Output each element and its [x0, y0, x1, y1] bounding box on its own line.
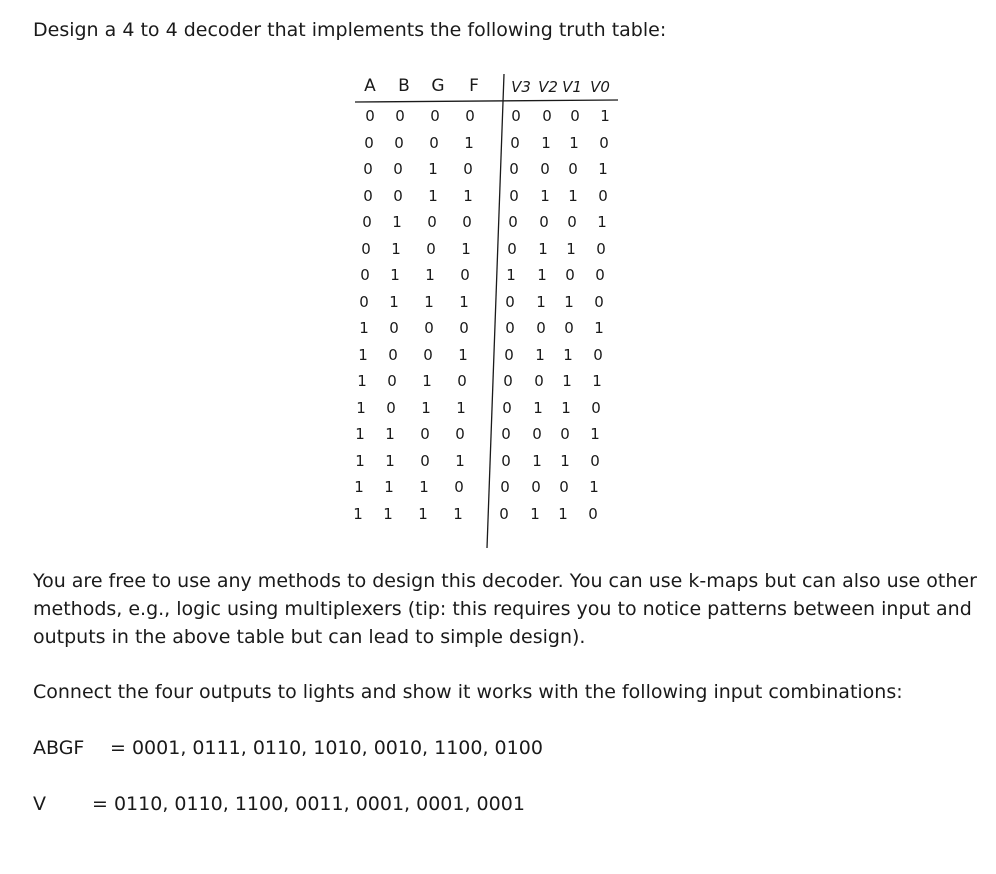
output-header-v0: V0: [590, 78, 610, 96]
output-cell: 0: [590, 451, 600, 470]
output-cell: 0: [539, 213, 549, 231]
input-cell: 0: [465, 107, 475, 125]
output-cell: 1: [568, 186, 578, 205]
input-cell: 0: [389, 319, 399, 337]
output-cell: 0: [595, 266, 605, 284]
instructions-line: outputs in the above table but can lead to simple design).: [33, 626, 586, 648]
input-cell: 0: [386, 398, 396, 417]
input-cell: 0: [459, 319, 469, 337]
input-cell: 1: [459, 292, 469, 311]
output-cell: 1: [535, 345, 545, 364]
input-cell: 1: [355, 425, 365, 443]
output-cell: 0: [593, 345, 603, 364]
output-cell: 1: [537, 266, 547, 284]
input-cell: 0: [360, 266, 370, 284]
input-cell: 1: [357, 372, 367, 390]
output-cell: 0: [508, 213, 518, 231]
input-cell: 1: [428, 186, 438, 205]
input-cell: 0: [454, 478, 464, 496]
input-cell: 0: [359, 292, 369, 311]
output-cell: 1: [530, 504, 540, 523]
input-cell: 1: [391, 239, 401, 258]
output-cell: 0: [536, 319, 546, 337]
input-cell: 0: [365, 107, 375, 125]
output-cell: 0: [531, 478, 541, 496]
input-cell: 1: [389, 292, 399, 311]
output-cell: 0: [509, 186, 519, 205]
instructions-paragraph: [33, 567, 977, 651]
output-cell: 1: [538, 239, 548, 258]
input-cell: 0: [420, 425, 430, 443]
output-cell: 1: [506, 266, 516, 284]
output-header-v1: V1: [562, 78, 582, 96]
input-cell: 0: [394, 133, 404, 152]
output-cell: 0: [568, 160, 578, 178]
v-label: V: [33, 793, 46, 815]
output-cell: 0: [542, 107, 552, 125]
output-cell: 1: [569, 133, 579, 152]
input-cell: 0: [427, 213, 437, 231]
input-cell: 0: [463, 160, 473, 178]
output-cell: 0: [565, 266, 575, 284]
input-cell: 1: [359, 319, 369, 337]
output-cell: 0: [560, 425, 570, 443]
output-cell: 1: [594, 319, 604, 337]
output-cell: 1: [597, 213, 607, 231]
output-cell: 0: [503, 372, 513, 390]
input-cell: 0: [362, 213, 372, 231]
input-cell: 0: [429, 133, 439, 152]
input-cell: 1: [419, 478, 429, 496]
input-cell: 1: [383, 504, 393, 523]
input-cell: 1: [385, 451, 395, 470]
output-cell: 0: [588, 504, 598, 523]
output-cell: 0: [501, 425, 511, 443]
input-cell: 1: [463, 186, 473, 205]
input-cell: 1: [384, 478, 394, 496]
output-cell: 1: [536, 292, 546, 311]
output-cell: 0: [591, 398, 601, 417]
input-cell: 1: [453, 504, 463, 523]
input-cell: 0: [426, 239, 436, 258]
input-cell: 1: [354, 478, 364, 496]
input-cell: 1: [356, 398, 366, 417]
output-cell: 1: [541, 133, 551, 152]
output-cell: 1: [589, 478, 599, 496]
input-cell: 1: [464, 133, 474, 152]
input-cell: 1: [456, 398, 466, 417]
output-cell: 1: [600, 107, 610, 125]
question-title: Design a 4 to 4 decoder that implements the following truth table:: [33, 19, 667, 41]
output-cell: 0: [504, 345, 514, 364]
input-cell: 0: [395, 107, 405, 125]
input-cell: 1: [421, 398, 431, 417]
input-header-f: F: [469, 76, 479, 96]
output-cell: 0: [499, 504, 509, 523]
output-cell: 1: [560, 451, 570, 470]
input-cell: 0: [388, 345, 398, 364]
output-cell: 0: [505, 292, 515, 311]
input-cell: 0: [455, 425, 465, 443]
instructions-line: methods, e.g., logic using multiplexers (tip: this requires you to notice patterns between input and: [33, 598, 972, 620]
input-cell: 0: [393, 160, 403, 178]
output-cell: 0: [501, 451, 511, 470]
input-cell: 1: [428, 160, 438, 178]
input-cell: 0: [460, 266, 470, 284]
instructions-line: You are free to use any methods to design this decoder. You can use k-maps but can also use other: [33, 570, 977, 592]
output-cell: 0: [507, 239, 517, 258]
v-values: = 0110, 0110, 1100, 0011, 0001, 0001, 0001: [92, 793, 525, 815]
abgf-values: = 0001, 0111, 0110, 1010, 0010, 1100, 0100: [110, 737, 543, 759]
input-header-g: G: [431, 76, 445, 96]
input-cell: 0: [387, 372, 397, 390]
output-cell: 1: [598, 160, 608, 178]
output-cell: 0: [534, 372, 544, 390]
output-cell: 0: [564, 319, 574, 337]
input-cell: 0: [462, 213, 472, 231]
input-cell: 1: [418, 504, 428, 523]
input-cell: 1: [392, 213, 402, 231]
input-cell: 1: [425, 266, 435, 284]
input-cell: 1: [390, 266, 400, 284]
output-cell: 1: [532, 451, 542, 470]
output-header-v2: V2: [538, 78, 558, 96]
output-cell: 1: [564, 292, 574, 311]
output-cell: 1: [561, 398, 571, 417]
input-cell: 0: [423, 345, 433, 364]
input-header-b: B: [398, 76, 410, 96]
output-cell: 0: [505, 319, 515, 337]
output-cell: 0: [511, 107, 521, 125]
input-header-a: A: [364, 76, 376, 96]
truth-table: [350, 66, 622, 552]
input-cell: 0: [457, 372, 467, 390]
output-cell: 1: [533, 398, 543, 417]
input-cell: 1: [385, 425, 395, 443]
output-cell: 0: [510, 133, 520, 152]
input-cell: 0: [363, 160, 373, 178]
input-cell: 0: [363, 186, 373, 205]
output-cell: 0: [502, 398, 512, 417]
output-cell: 0: [596, 239, 606, 258]
header-underline: [355, 100, 618, 102]
connect-instructions: Connect the four outputs to lights and show it works with the following input combinations:: [33, 681, 903, 703]
output-cell: 0: [540, 160, 550, 178]
input-cell: 0: [420, 451, 430, 470]
output-cell: 0: [594, 292, 604, 311]
output-cell: 0: [598, 186, 608, 205]
output-cell: 0: [599, 133, 609, 152]
output-cell: 1: [590, 425, 600, 443]
output-cell: 0: [567, 213, 577, 231]
output-cell: 0: [559, 478, 569, 496]
input-cell: 1: [455, 451, 465, 470]
output-cell: 1: [592, 372, 602, 390]
abgf-label: ABGF: [33, 737, 85, 759]
input-cell: 0: [424, 319, 434, 337]
input-cell: 0: [393, 186, 403, 205]
input-cell: 0: [364, 133, 374, 152]
input-cell: 0: [430, 107, 440, 125]
input-cell: 1: [353, 504, 363, 523]
output-cell: 0: [532, 425, 542, 443]
output-cell: 1: [563, 345, 573, 364]
output-header-v3: V3: [511, 78, 531, 96]
input-cell: 0: [361, 239, 371, 258]
output-cell: 1: [540, 186, 550, 205]
input-cell: 1: [458, 345, 468, 364]
output-cell: 1: [558, 504, 568, 523]
output-cell: 1: [562, 372, 572, 390]
input-cell: 1: [424, 292, 434, 311]
output-cell: 0: [570, 107, 580, 125]
input-cell: 1: [355, 451, 365, 470]
column-divider: [487, 74, 504, 548]
output-cell: 0: [500, 478, 510, 496]
output-cell: 1: [566, 239, 576, 258]
input-cell: 1: [461, 239, 471, 258]
input-cell: 1: [422, 372, 432, 390]
output-cell: 0: [509, 160, 519, 178]
input-cell: 1: [358, 345, 368, 364]
